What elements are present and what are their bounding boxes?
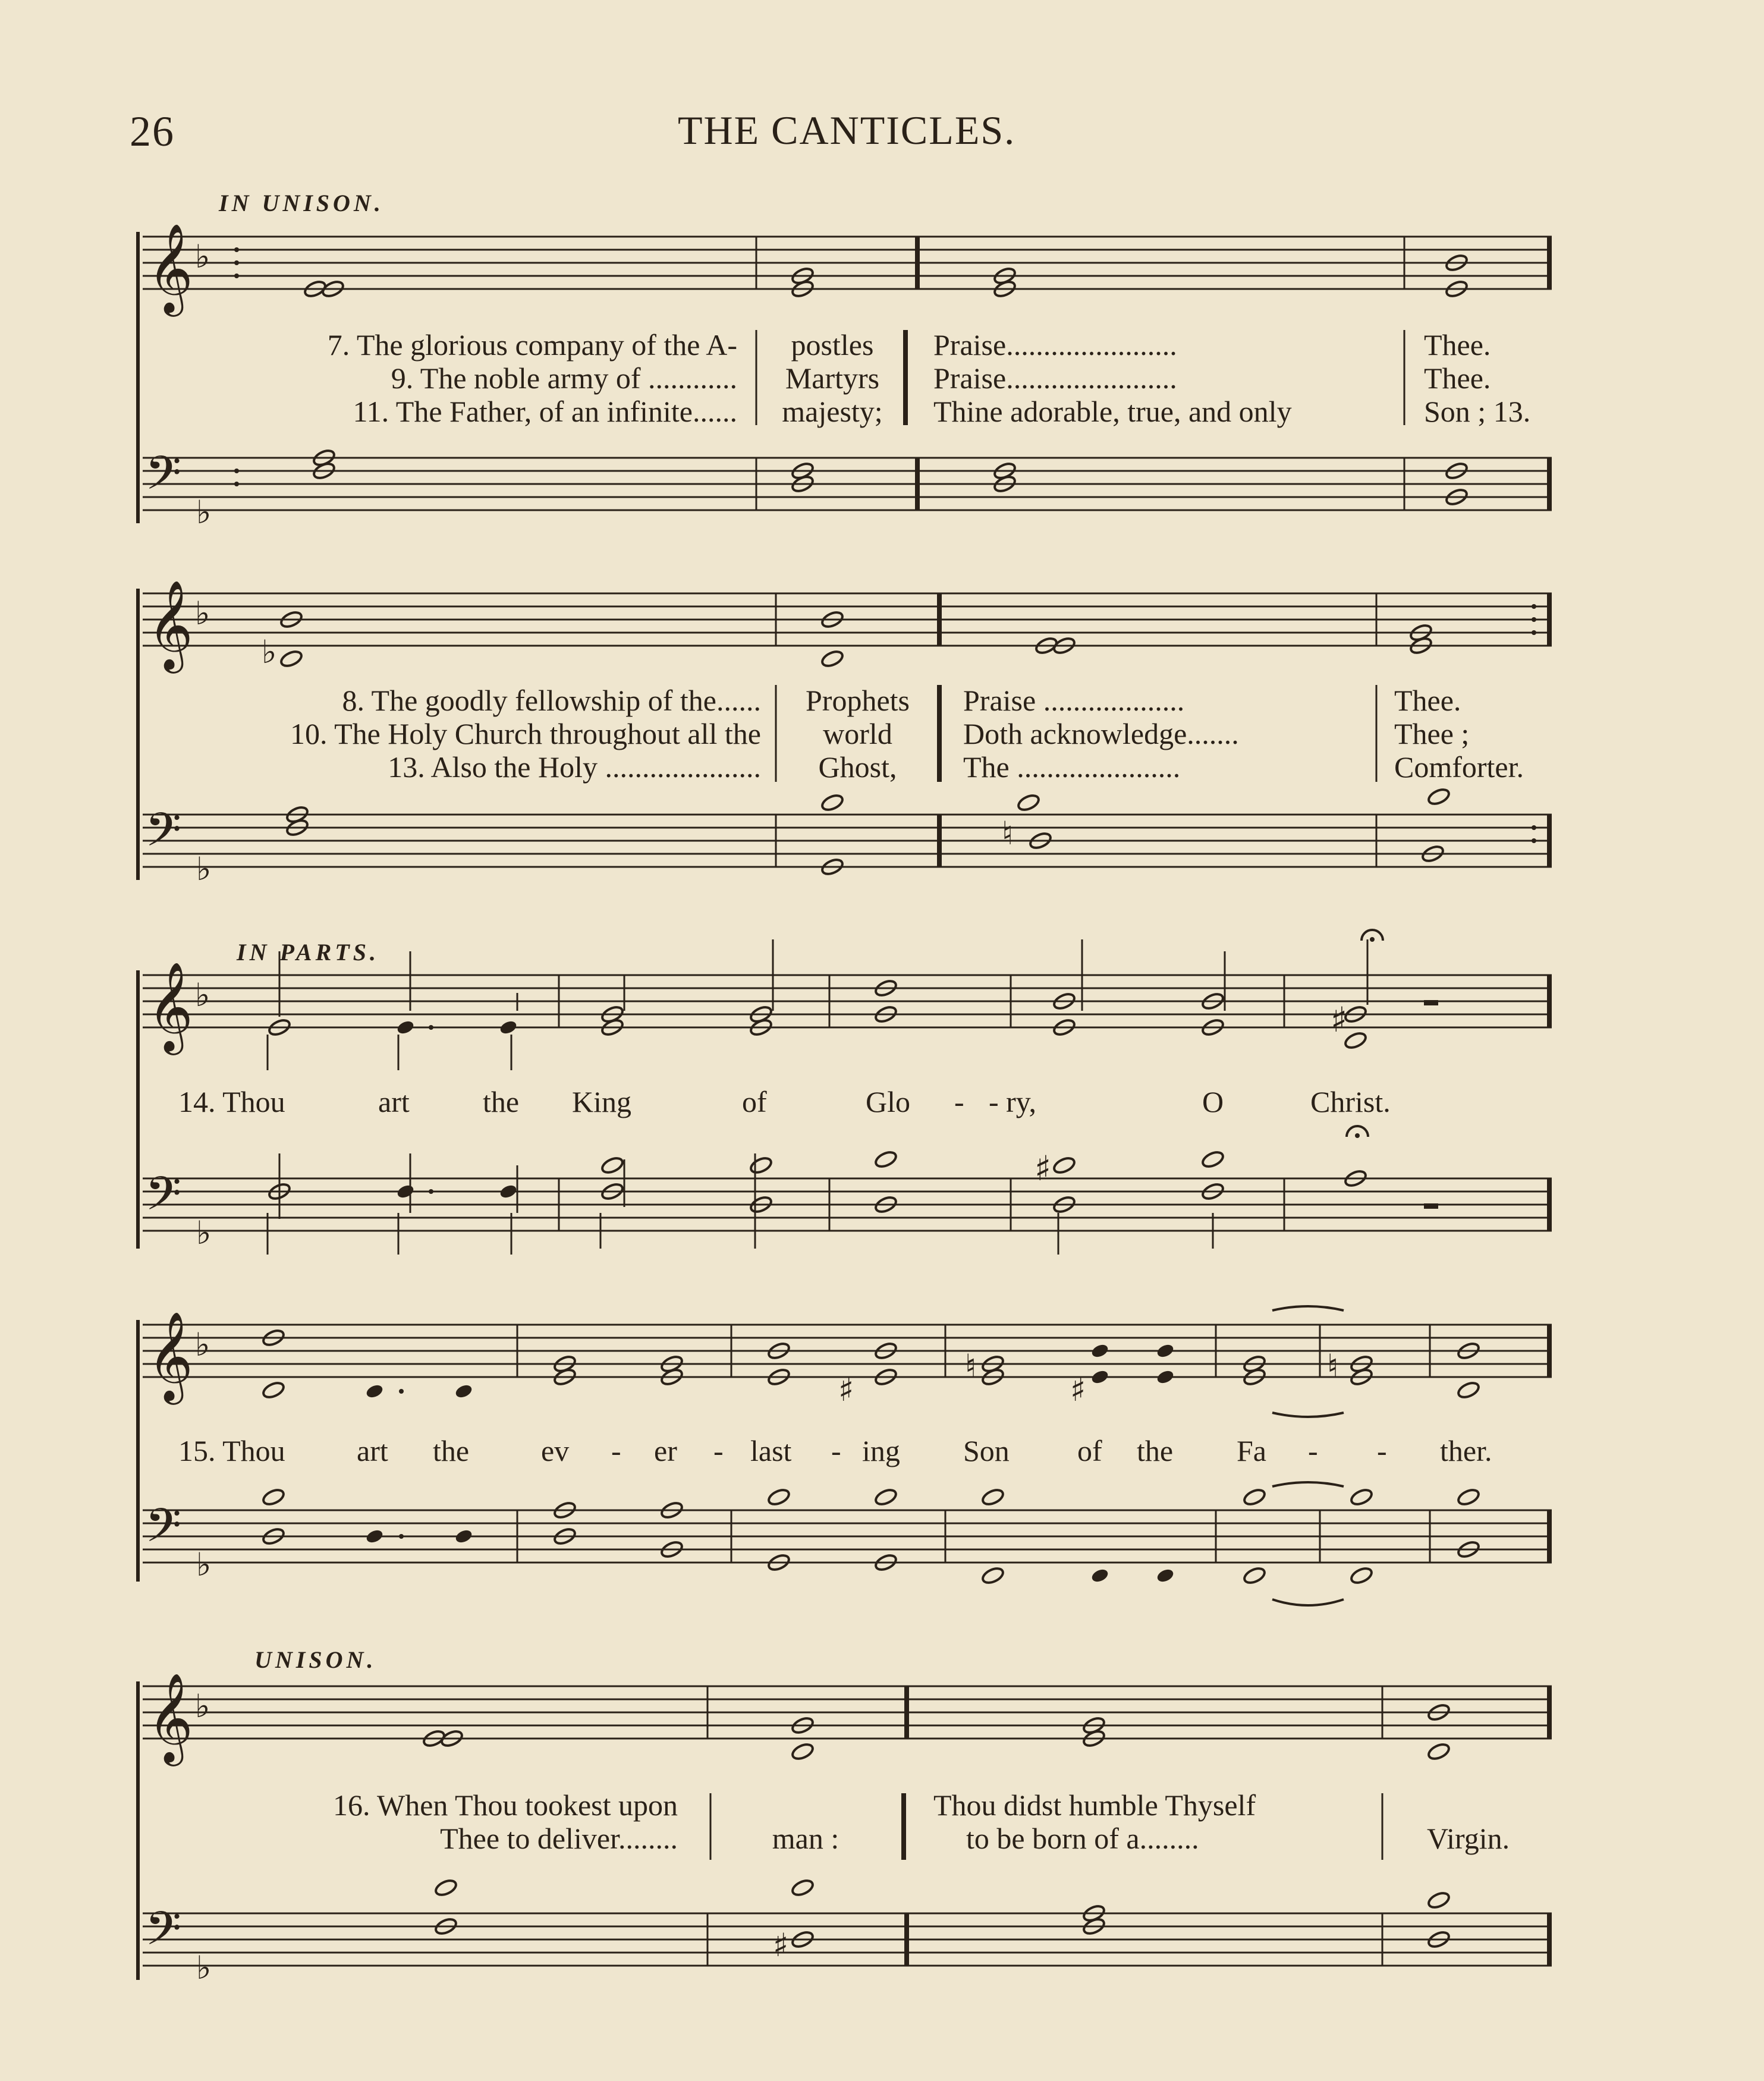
svg-text:♭: ♭ [196,1546,212,1583]
verse-line: majesty; [782,395,883,428]
lyric-syllable: - [1308,1434,1318,1467]
section-label-in-unison: IN UNISON. [219,190,384,216]
lyric-syllable: the [483,1085,520,1118]
verse-line: Prophets [806,684,910,717]
lyric-syllable: of [742,1085,767,1118]
svg-text:𝄞: 𝄞 [147,222,193,313]
svg-text:♭: ♭ [196,493,212,531]
verse-line: Praise ................... [963,684,1185,717]
svg-text:𝄢: 𝄢 [145,1167,182,1233]
svg-text:♭: ♭ [195,1326,210,1363]
svg-text:♭: ♭ [196,850,212,888]
svg-text:♭: ♭ [195,1687,210,1725]
verse-line: Thee to deliver........ [440,1822,678,1855]
verse-line: 7. The glorious company of the A- [327,328,737,361]
lyric-syllable: er [654,1434,677,1467]
system-5-lyrics-col-3 [933,1788,1373,1855]
section-label-in-parts: IN PARTS. [237,939,379,966]
verse-line: to be born of a........ [966,1822,1199,1855]
lyric-syllable: last [750,1434,792,1467]
svg-text:♯: ♯ [1070,1371,1086,1409]
verse-line: 9. The noble army of ............ [391,361,737,395]
verse-line: Thee ; [1394,717,1470,750]
verse-line: Praise....................... [933,361,1177,395]
svg-text:♯: ♯ [1034,1148,1052,1189]
verse-line: The ...................... [963,750,1181,784]
verse-line: Son ; 13. [1424,395,1531,428]
svg-text:♯: ♯ [838,1371,854,1409]
page-number: 26 [130,108,175,155]
verse-line: Doth acknowledge....... [963,717,1239,750]
lyric-syllable: the [433,1434,470,1467]
verse-line: Comforter. [1394,750,1524,784]
svg-text:𝄞: 𝄞 [147,961,193,1051]
svg-text:𝄢: 𝄢 [145,1902,182,1967]
svg-text:♮: ♮ [965,1347,977,1385]
svg-text:𝄞: 𝄞 [147,1310,193,1401]
verse-line: Thee. [1424,361,1491,395]
system-5-lyrics-col-1 [178,1788,678,1855]
verse-line: Thou didst humble Thyself [933,1788,1256,1822]
lyric-syllable: - ry, [989,1085,1037,1118]
svg-text:♭: ♭ [195,595,210,632]
verse-line: postles [791,328,874,361]
lyric-syllable: Christ. [1310,1085,1391,1118]
svg-text:𝄢: 𝄢 [145,803,182,869]
lyric-syllable: - [954,1085,964,1118]
svg-text:♮: ♮ [1327,1347,1339,1385]
svg-text:♭: ♭ [195,976,210,1014]
svg-text:𝄢: 𝄢 [145,1499,182,1564]
verse-line: Thine adorable, true, and only [933,395,1292,428]
verse-line: Ghost, [818,750,897,784]
running-title: THE CANTICLES. [678,108,1016,153]
lyric-syllable: - [1377,1434,1387,1467]
lyric-syllable: 14. Thou [178,1085,285,1118]
svg-text:𝄞: 𝄞 [147,1672,193,1762]
lyric-syllable: King [572,1085,631,1118]
lyric-syllable: the [1137,1434,1174,1467]
verse-line: world [823,717,892,750]
lyric-syllable: art [378,1085,410,1118]
svg-text:♭: ♭ [196,1214,212,1252]
svg-text:♮: ♮ [1002,815,1014,852]
lyric-syllable: ther. [1440,1434,1492,1467]
system-5-lyrics-col-2 [713,1822,898,1855]
lyric-syllable: - [713,1434,724,1467]
lyric-syllable: ing [862,1434,900,1467]
svg-text:♯: ♯ [1331,999,1348,1040]
verse-line: Virgin. [1427,1822,1510,1855]
lyric-syllable: - [611,1434,621,1467]
lyric-syllable: 15. Thou [178,1434,285,1467]
lyric-syllable: O [1202,1085,1224,1118]
verse-line: 11. The Father, of an infinite...... [353,395,737,428]
lyric-syllable: art [357,1434,388,1467]
lyric-syllable: ev [541,1434,570,1467]
svg-text:♭: ♭ [195,238,210,275]
verse-line: man : [772,1822,839,1855]
verse-line: Thee. [1424,328,1491,361]
lyric-syllable: Glo [866,1085,910,1118]
section-label-unison: UNISON. [254,1646,377,1673]
lyric-syllable: of [1077,1434,1102,1467]
verse-line: Praise....................... [933,328,1177,361]
svg-text:𝄢: 𝄢 [145,447,182,512]
verse-line: 13. Also the Holy ..................... [388,750,761,784]
svg-text:♯: ♯ [773,1926,789,1964]
lyric-syllable: - [831,1434,841,1467]
svg-text:𝄞: 𝄞 [147,579,193,669]
svg-text:♭: ♭ [262,633,277,671]
verse-line: 16. When Thou tookest upon [332,1788,678,1822]
system-5-lyrics-col-4 [1427,1822,1546,1855]
verse-line: Thee. [1394,684,1461,717]
verse-line: 8. The goodly fellowship of the...... [342,684,761,717]
verse-line: 10. The Holy Church throughout all the [290,717,761,750]
verse-line: Martyrs [785,361,880,395]
lyric-syllable: Fa [1237,1434,1266,1467]
svg-text:♭: ♭ [196,1949,212,1986]
lyric-syllable: Son [963,1434,1010,1467]
